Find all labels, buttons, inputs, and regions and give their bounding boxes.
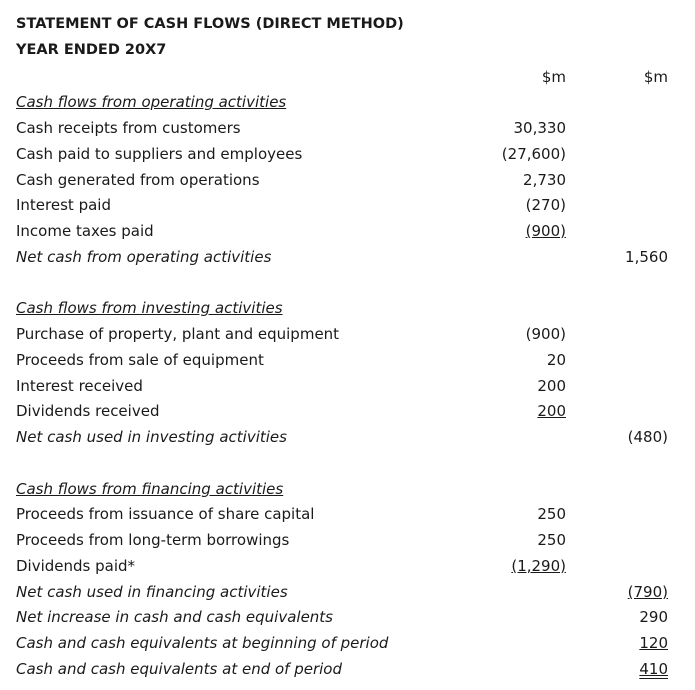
table-row [0,402,695,422]
net-label-financing: Net cash used in financing activities [16,583,288,601]
investing-heading-row [0,299,695,319]
table-row [0,377,695,397]
table-row [0,351,695,371]
table-row [0,171,695,191]
net-value-financing: (790) [627,583,668,601]
row-value: 250 [537,531,566,549]
row-value: (900) [525,222,566,240]
row-label: Cash paid to suppliers and employees [16,145,303,163]
summary-value: 120 [639,634,668,652]
row-value: 200 [537,377,566,395]
table-row [0,145,695,165]
row-value: (27,600) [501,145,566,163]
row-value: 20 [546,351,566,369]
row-label: Interest received [16,377,143,395]
summary-row [0,634,695,654]
row-value: 2,730 [523,171,566,189]
row-value: (270) [525,196,566,214]
net-value-operating: 1,560 [625,248,668,266]
investing-net-row [0,428,695,448]
financing-heading-row [0,480,695,500]
summary-value: 410 [639,660,668,678]
section-heading-operating: Cash flows from operating activities [16,93,287,111]
summary-row [0,608,695,628]
table-row [0,196,695,216]
statement-subtitle: YEAR ENDED 20X7 [16,42,167,58]
summary-row [0,660,695,680]
section-heading-investing: Cash flows from investing activities [16,299,283,317]
operating-net-row [0,248,695,268]
table-row [0,325,695,345]
table-row [0,505,695,525]
table-row [0,531,695,551]
table-row [0,222,695,242]
section-heading-financing: Cash flows from financing activities [16,480,284,498]
column-header-row [0,68,695,88]
row-label: Proceeds from long-term borrowings [16,531,290,549]
net-value-investing: (480) [627,428,668,446]
summary-value: 290 [639,608,668,626]
row-label: Purchase of property, plant and equipment [16,325,340,343]
table-row [0,557,695,577]
row-label: Proceeds from issuance of share capital [16,505,315,523]
table-row [0,119,695,139]
summary-label: Net increase in cash and cash equivalents [16,608,333,626]
row-label: Dividends paid* [16,557,136,575]
row-value: 250 [537,505,566,523]
statement-title: STATEMENT OF CASH FLOWS (DIRECT METHOD) [16,16,404,32]
financing-net-row [0,583,695,603]
row-value: 200 [537,402,566,420]
operating-heading-row [0,93,695,113]
net-label-operating: Net cash from operating activities [16,248,272,266]
summary-label: Cash and cash equivalents at end of period [16,660,343,678]
summary-label: Cash and cash equivalents at beginning of period [16,634,389,652]
row-label: Cash receipts from customers [16,119,241,137]
row-value: 30,330 [513,119,566,137]
row-label: Interest paid [16,196,111,214]
row-label: Cash generated from operations [16,171,260,189]
row-value: (900) [525,325,566,343]
row-value: (1,290) [511,557,566,575]
column-header-1: $m [541,68,566,86]
row-label: Income taxes paid [16,222,154,240]
row-label: Proceeds from sale of equipment [16,351,264,369]
column-header-2: $m [643,68,668,86]
net-label-investing: Net cash used in investing activities [16,428,287,446]
row-label: Dividends received [16,402,160,420]
